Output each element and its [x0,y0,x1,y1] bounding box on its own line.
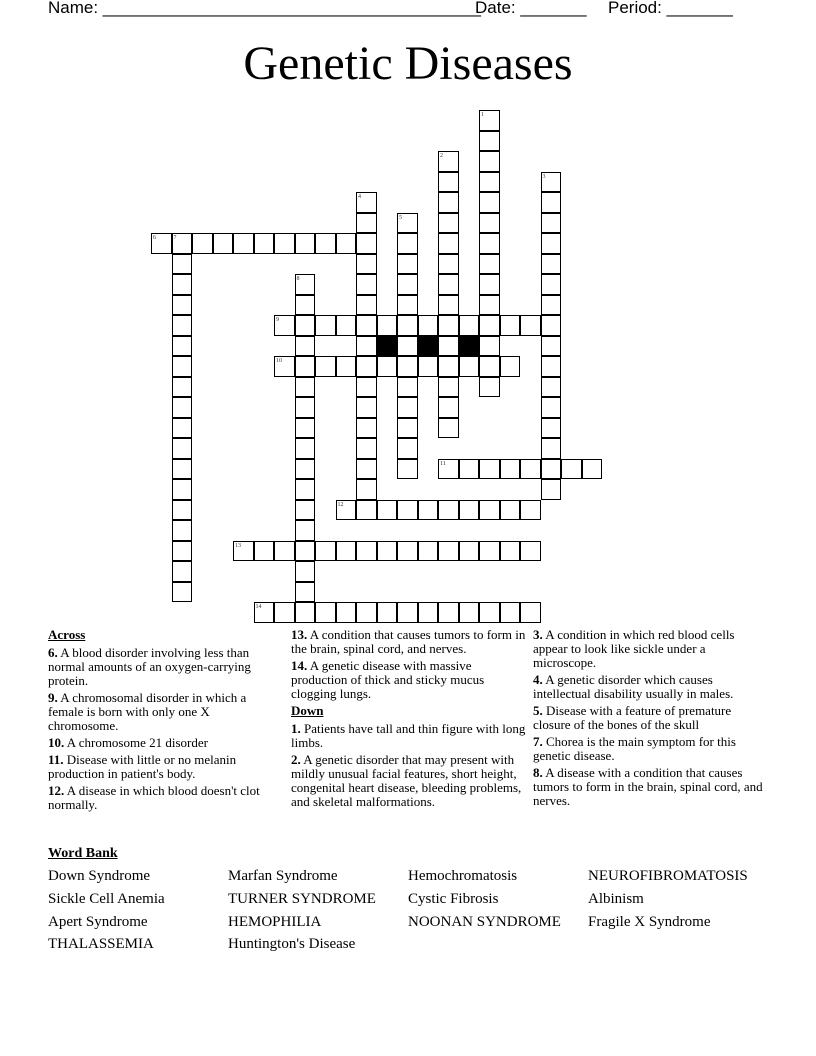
crossword-cell[interactable] [397,356,418,377]
crossword-cell[interactable] [295,541,316,562]
crossword-cell[interactable] [274,233,295,254]
crossword-block [418,336,439,357]
clue-number-11: 11 [440,460,446,467]
crossword-cell[interactable] [172,295,193,316]
crossword-cell[interactable] [520,459,541,480]
crossword-cell[interactable] [418,315,439,336]
crossword-cell[interactable] [479,295,500,316]
crossword-cell[interactable] [479,377,500,398]
crossword-cell[interactable] [356,295,377,316]
crossword-cell[interactable] [479,172,500,193]
name-field[interactable]: Name: ________________________________________ [48,0,481,17]
crossword-cell[interactable] [438,336,459,357]
crossword-cell[interactable] [438,295,459,316]
student-info-header [48,0,788,20]
crossword-cell[interactable] [541,336,562,357]
crossword-cell[interactable] [356,213,377,234]
crossword-cell[interactable] [356,336,377,357]
crossword-cell[interactable] [541,459,562,480]
clue-number-8: 8 [296,276,300,282]
crossword-cell[interactable] [356,377,377,398]
crossword-cell[interactable] [541,418,562,439]
clue-across-9: 9. A chromosomal disorder in which a female is born with only one X chromosome. [48,690,247,733]
word-bank-item: NEUROFIBROMATOSIS [588,868,748,884]
crossword-cell[interactable] [315,602,336,623]
crossword-cell[interactable] [479,315,500,336]
crossword-cell[interactable] [479,131,500,152]
crossword-cell[interactable] [295,438,316,459]
crossword-cell[interactable] [397,459,418,480]
crossword-cell[interactable] [356,274,377,295]
crossword-cell[interactable] [172,459,193,480]
crossword-cell[interactable] [397,602,418,623]
crossword-cell[interactable] [479,336,500,357]
crossword-cell[interactable] [295,233,316,254]
crossword-cell[interactable] [438,254,459,275]
crossword-cell[interactable] [397,336,418,357]
crossword-cell[interactable] [172,561,193,582]
crossword-cell[interactable] [479,541,500,562]
crossword-cell[interactable] [438,418,459,439]
clue-number-14: 14 [255,604,262,610]
crossword-cell[interactable] [438,315,459,336]
crossword-cell[interactable] [295,397,316,418]
crossword-cell[interactable] [397,233,418,254]
crossword-cell[interactable] [418,602,439,623]
crossword-cell[interactable] [541,377,562,398]
word-bank-item: Hemochromatosis [408,868,518,884]
crossword-cell[interactable] [172,254,193,275]
crossword-cell[interactable] [397,500,418,521]
crossword-cell[interactable] [336,233,357,254]
crossword-cell[interactable] [541,192,562,213]
date-field[interactable]: Date: _______ [475,0,587,17]
crossword-cell[interactable] [315,356,336,377]
crossword-cell[interactable] [377,315,398,336]
clue-down-8: 8. A disease with a condition that causes tumors to form in the brain, spinal cord, and nerves. [533,765,763,808]
crossword-cell[interactable] [541,315,562,336]
clue-number-1: 1 [481,112,484,118]
word-bank-item: Down Syndrome [48,868,151,884]
crossword-cell[interactable] [315,315,336,336]
crossword-cell[interactable] [295,479,316,500]
page-title: Genetic Diseases [243,37,573,90]
crossword-cell[interactable] [479,500,500,521]
crossword-cell[interactable] [172,356,193,377]
word-bank-item: Marfan Syndrome [228,868,338,884]
crossword-cell[interactable] [541,233,562,254]
crossword-cell[interactable] [336,315,357,336]
crossword-cell[interactable] [500,459,521,480]
crossword-cell[interactable] [397,397,418,418]
crossword-cell[interactable] [377,500,398,521]
word-bank-item: TURNER SYNDROME [228,891,376,907]
clue-down-2: 2. A genetic disorder that may present with mildly unusual facial features, short height, congenital heart disease, bleeding problems, and skeletal malformations. [291,752,522,809]
clue-number-10: 10 [276,358,282,364]
crossword-cell[interactable] [295,561,316,582]
crossword-cell[interactable] [438,274,459,295]
crossword-cell[interactable] [479,459,500,480]
crossword-cell[interactable] [541,274,562,295]
crossword-cell[interactable] [356,479,377,500]
crossword-cell[interactable] [356,356,377,377]
crossword-cell[interactable] [438,397,459,418]
crossword-cell[interactable] [418,541,439,562]
crossword-cell[interactable] [479,192,500,213]
crossword-cell[interactable] [397,315,418,336]
crossword-cell[interactable] [541,479,562,500]
crossword-cell[interactable] [336,541,357,562]
crossword-cell[interactable] [172,520,193,541]
crossword-cell[interactable] [561,459,582,480]
clue-down-3: 3. A condition in which red blood cells appear to look like sickle under a microscope. [533,627,735,670]
clue-number-2: 2 [440,153,443,159]
crossword-cell[interactable] [520,602,541,623]
crossword-cell[interactable] [172,377,193,398]
crossword-cell[interactable] [541,438,562,459]
clue-down-5: 5. Disease with a feature of premature closure of the bones of the skull [533,703,732,732]
crossword-cell[interactable] [295,602,316,623]
clue-across-11: 11. Disease with little or no melanin production in patient's body. [48,752,237,781]
crossword-cell[interactable] [500,541,521,562]
clue-number-7: 7 [173,235,177,241]
crossword-block [459,336,480,357]
crossword-cell[interactable] [582,459,603,480]
crossword-cell[interactable] [172,315,193,336]
clue-down-7: 7. Chorea is the main symptom for this genetic disease. [533,734,736,763]
crossword-cell[interactable] [397,377,418,398]
clues-column-1 [48,628,270,815]
crossword-cell[interactable] [356,602,377,623]
crossword-block [377,336,398,357]
crossword-cell[interactable] [172,418,193,439]
crossword-cell[interactable] [479,254,500,275]
crossword-cell[interactable] [479,274,500,295]
word-bank-heading: Word Bank [48,846,118,861]
crossword-cell[interactable] [254,541,275,562]
crossword-cell[interactable] [315,233,336,254]
crossword-cell[interactable] [172,541,193,562]
crossword-cell[interactable] [479,356,500,377]
crossword-cell[interactable] [295,459,316,480]
word-bank-item: THALASSEMIA [48,936,154,952]
crossword-cell[interactable] [295,315,316,336]
crossword-cell[interactable] [459,541,480,562]
crossword-cell[interactable] [459,500,480,521]
crossword-cell[interactable] [418,500,439,521]
crossword-cell[interactable] [295,336,316,357]
word-bank-item: Albinism [588,891,644,907]
word-bank-item: Fragile X Syndrome [588,914,711,930]
crossword-cell[interactable] [172,479,193,500]
word-bank-item: NOONAN SYNDROME [408,914,561,930]
crossword-cell[interactable] [356,500,377,521]
crossword-cell[interactable] [541,295,562,316]
crossword-cell[interactable] [295,582,316,603]
crossword-cell[interactable] [438,192,459,213]
clue-down-4: 4. A genetic disorder which causes intellectual disability usually in males. [533,672,734,701]
crossword-cell[interactable] [520,315,541,336]
clue-number-3: 3 [542,173,546,180]
word-bank-item: Huntington's Disease [228,936,356,952]
clue-number-4: 4 [358,194,361,200]
crossword-cell[interactable] [520,500,541,521]
crossword-cell[interactable] [459,602,480,623]
crossword-cell[interactable] [541,356,562,377]
crossword-cell[interactable] [500,356,521,377]
crossword-cell[interactable] [479,602,500,623]
crossword-cell[interactable] [295,356,316,377]
crossword-cell[interactable] [356,459,377,480]
clue-across-14: 14. A genetic disease with massive production of thick and sticky mucus clogging lungs. [291,658,485,701]
crossword-cell[interactable] [336,602,357,623]
crossword-cell[interactable] [172,397,193,418]
clue-across-13: 13. A condition that causes tumors to form in the brain, spinal cord, and nerves. [291,627,526,656]
clue-number-9: 9 [276,317,279,323]
clues-column-2 [291,628,527,812]
crossword-cell[interactable] [377,356,398,377]
clues-column-3 [533,628,769,811]
crossword-cell[interactable] [377,602,398,623]
crossword-cell[interactable] [397,541,418,562]
crossword-cell[interactable] [336,356,357,377]
clue-number-5: 5 [399,214,402,221]
crossword-cell[interactable] [356,233,377,254]
crossword-cell[interactable] [295,295,316,316]
clue-number-13: 13 [235,542,241,549]
crossword-cell[interactable] [438,356,459,377]
crossword-cell[interactable] [541,254,562,275]
crossword-cell[interactable] [397,254,418,275]
crossword-cell[interactable] [418,356,439,377]
crossword-cell[interactable] [377,541,398,562]
crossword-cell[interactable] [172,438,193,459]
crossword-cell[interactable] [356,418,377,439]
crossword-cell[interactable] [397,438,418,459]
word-bank-item: HEMOPHILIA [228,914,322,930]
clue-number-12: 12 [337,501,344,508]
crossword-cell[interactable] [295,377,316,398]
period-field[interactable]: Period: _______ [608,0,733,17]
crossword-cell[interactable] [500,602,521,623]
crossword-cell[interactable] [541,213,562,234]
crossword-cell[interactable] [356,438,377,459]
crossword-cell[interactable] [479,233,500,254]
crossword-cell[interactable] [541,397,562,418]
crossword-cell[interactable] [172,582,193,603]
crossword-cell[interactable] [438,541,459,562]
clue-number-6: 6 [153,235,156,241]
crossword-cell[interactable] [438,233,459,254]
clue-down-1: 1. Patients have tall and thin figure with long limbs. [291,721,526,750]
across-heading: Across [48,627,86,642]
crossword-cell[interactable] [356,397,377,418]
crossword-cell[interactable] [479,213,500,234]
word-bank-item: Apert Syndrome [48,914,148,930]
down-heading: Down [291,703,324,718]
crossword-cell[interactable] [274,541,295,562]
crossword-cell[interactable] [295,520,316,541]
crossword-cell[interactable] [356,315,377,336]
crossword-cell[interactable] [438,213,459,234]
crossword-cell[interactable] [438,500,459,521]
word-bank-item: Sickle Cell Anemia [48,891,165,907]
crossword-cell[interactable] [459,315,480,336]
crossword-cell[interactable] [192,233,213,254]
crossword-cell[interactable] [479,151,500,172]
crossword-cell[interactable] [397,418,418,439]
crossword-cell[interactable] [274,602,295,623]
crossword-cell[interactable] [233,233,254,254]
crossword-cell[interactable] [213,233,234,254]
clue-across-6: 6. A blood disorder involving less than normal amounts of an oxygen-carrying protein. [48,645,251,688]
crossword-cell[interactable] [438,602,459,623]
crossword-cell[interactable] [500,315,521,336]
crossword-cell[interactable] [315,541,336,562]
clue-across-10: 10. A chromosome 21 disorder [48,735,208,750]
crossword-cell[interactable] [172,336,193,357]
crossword-cell[interactable] [397,274,418,295]
crossword-cell[interactable] [295,418,316,439]
crossword-cell[interactable] [459,459,480,480]
crossword-cell[interactable] [438,377,459,398]
crossword-cell[interactable] [295,500,316,521]
word-bank-item: Cystic Fibrosis [408,891,499,907]
crossword-cell[interactable] [500,500,521,521]
crossword-cell[interactable] [459,356,480,377]
crossword-cell[interactable] [356,254,377,275]
crossword-cell[interactable] [172,274,193,295]
crossword-cell[interactable] [520,541,541,562]
crossword-cell[interactable] [356,541,377,562]
crossword-cell[interactable] [438,172,459,193]
clue-across-12: 12. A disease in which blood doesn't clot normally. [48,783,260,812]
crossword-cell[interactable] [172,500,193,521]
crossword-cell[interactable] [397,295,418,316]
crossword-cell[interactable] [254,233,275,254]
